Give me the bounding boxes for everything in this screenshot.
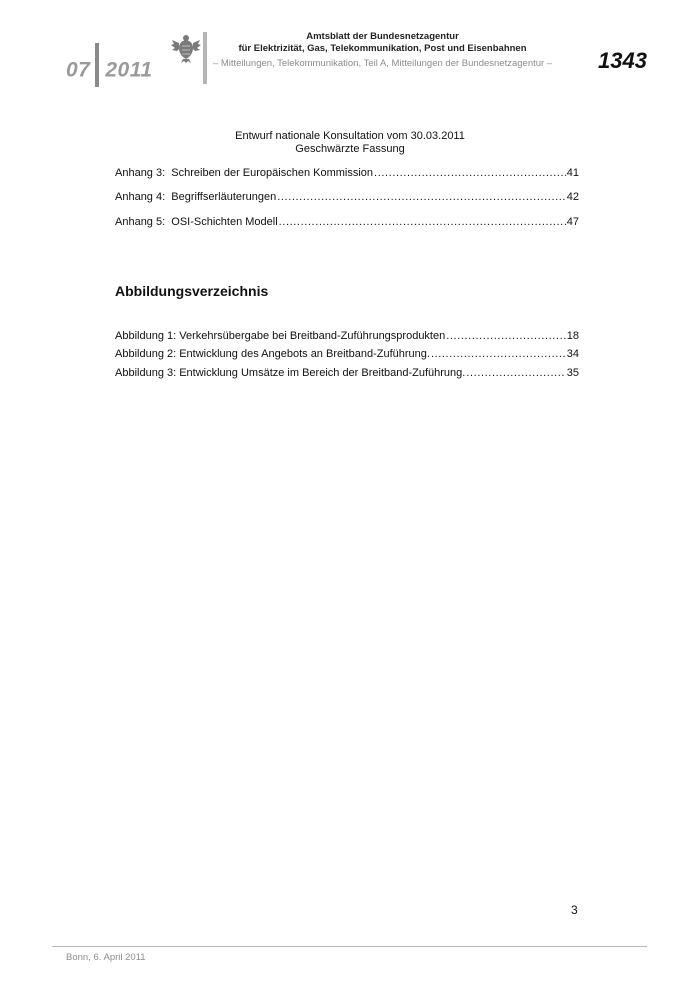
toc-entry-label: Anhang 3: Schreiben der Europäischen Kommission: [115, 167, 374, 179]
issue-number: 07: [66, 58, 91, 82]
toc-entry-label: Abbildung 1: Verkehrsübergabe bei Breitband-Zuführungsprodukten: [115, 330, 446, 342]
toc-entry-page: 34: [566, 348, 579, 360]
toc-entry-figure-3[interactable]: [115, 367, 579, 381]
figures-heading: Abbildungsverzeichnis: [115, 283, 269, 299]
toc-entry-label: Anhang 5: OSI-Schichten Modell: [115, 216, 278, 228]
document-page-number: 3: [571, 903, 578, 917]
toc-entry-figure-1[interactable]: [115, 330, 579, 344]
header-divider: [203, 32, 207, 84]
document-title-line1: Entwurf nationale Konsultation vom 30.03.2011: [235, 130, 465, 142]
gazette-title-line1: Amtsblatt der Bundesnetzagentur: [306, 31, 459, 42]
document-title: [150, 130, 550, 156]
document-title-line2: Geschwärzte Fassung: [295, 143, 405, 155]
toc-entry-page: 47: [566, 216, 579, 228]
footer-divider: [52, 946, 647, 947]
toc-leader-dots: [279, 216, 566, 228]
footer-place-date: Bonn, 6. April 2011: [66, 952, 146, 963]
gazette-subtitle: – Mitteilungen, Telekommunikation, Teil A, Mitteilungen der Bundesnetzagentur –: [212, 58, 553, 69]
toc-entry-figure-2[interactable]: [115, 348, 579, 362]
federal-eagle-icon: [170, 32, 202, 64]
toc-leader-dots: [466, 367, 565, 379]
toc-entry-label: Abbildung 3: Entwicklung Umsätze im Bereich der Breitband-Zuführung.: [115, 367, 466, 379]
toc-entry-label: Anhang 4: Begriffserläuterungen: [115, 191, 277, 203]
toc-entry-annex-4[interactable]: [115, 191, 579, 205]
gazette-title-line2: für Elektrizität, Gas, Telekommunikation, Post und Eisenbahnen: [238, 43, 527, 54]
toc-leader-dots: [446, 330, 566, 342]
gazette-page-number: 1343: [598, 48, 647, 73]
toc-entry-page: 42: [566, 191, 579, 203]
toc-leader-dots: [277, 191, 566, 203]
toc-leader-dots: [374, 167, 566, 179]
toc-entry-label: Abbildung 2: Entwicklung des Angebots an Breitband-Zuführung.: [115, 348, 430, 360]
gazette-title: [210, 31, 555, 55]
toc-entry-annex-3[interactable]: [115, 167, 579, 181]
issue-indicator: [66, 49, 153, 93]
toc-entry-page: 18: [566, 330, 579, 342]
issue-year: 2011: [105, 58, 153, 82]
toc-entry-page: 35: [566, 367, 579, 379]
issue-separator: [95, 43, 99, 87]
toc-leader-dots: [431, 348, 566, 360]
toc-entry-page: 41: [566, 167, 579, 179]
toc-entry-annex-5[interactable]: [115, 216, 579, 230]
